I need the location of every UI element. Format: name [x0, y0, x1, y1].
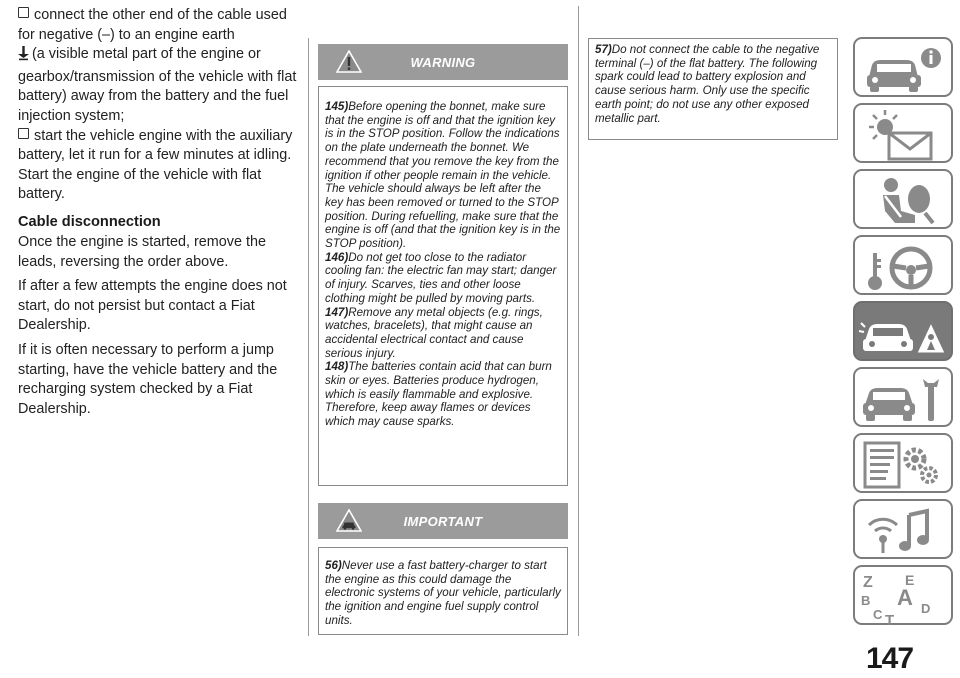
- bullet-text-cont: (a visible metal part of the engine or gearbox/transmission of the vehicle with flat battery) away from the battery and the fuel injection system;: [18, 46, 297, 124]
- main-text-column: [18, 6, 300, 419]
- tab-knowing-your-car[interactable]: [853, 37, 953, 97]
- svg-text:B: B: [861, 593, 871, 608]
- note-text: The batteries contain acid that can burn skin or eyes. Batteries produce hydrogen, which is easily flammable and explosive. Therefore, keep away flames or devices which may cause sparks.: [325, 360, 552, 429]
- note-text: Before opening the bonnet, make sure that the engine is off and that the ignition key is in the STOP position. Follow the indications on the plate underneath the bonnet. We recommend that you remove the key from the ignition if other people remain in the vehicle. The vehicle should always be left after the key has been removed or turned to the STOP position. During refuelling, make sure that the engine is off (and that the ignition key is in the STOP position).: [325, 100, 561, 251]
- svg-text:C: C: [873, 607, 883, 622]
- tab-index[interactable]: [853, 565, 953, 625]
- note-text: Remove any metal objects (e.g. rings, watches, bracelets), that might cause an accidental electrical contact and cause serious injury.: [325, 305, 543, 360]
- warning-note: [325, 306, 561, 361]
- bullet-text: connect the other end of the cable used for negative (–) to an engine earth: [18, 7, 287, 43]
- tab-in-an-emergency[interactable]: [853, 301, 953, 361]
- warning-light-message-icon: [855, 105, 955, 165]
- page-number: 147: [866, 642, 914, 675]
- warning-note: [325, 100, 561, 251]
- checkbox-bullet-icon: [18, 128, 29, 139]
- music-antenna-icon: [855, 501, 955, 561]
- svg-text:Z: Z: [863, 574, 873, 591]
- note-number: 145): [325, 100, 349, 113]
- list-gears-icon: [855, 435, 955, 495]
- note-number: 148): [325, 360, 349, 374]
- important-note: [325, 559, 561, 628]
- warning-note: [325, 251, 561, 306]
- earth-ground-icon: [18, 46, 29, 68]
- warning-banner: [318, 44, 568, 80]
- warning-note: [325, 360, 561, 429]
- important-panel: [318, 547, 568, 635]
- warning-title: WARNING: [410, 55, 476, 70]
- important-title: IMPORTANT: [403, 514, 483, 529]
- car-breakdown-icon: [855, 303, 955, 363]
- important-panel-continued: [588, 38, 838, 140]
- alphabet-index-icon: [855, 567, 955, 627]
- column-divider: [578, 6, 579, 636]
- tab-servicing-care[interactable]: [853, 367, 953, 427]
- paragraph: Once the engine is started, remove the leads, reversing the order above.: [18, 233, 266, 270]
- car-wrench-icon: [855, 369, 955, 429]
- note-number: 56): [325, 559, 342, 572]
- tab-technical-data[interactable]: [853, 433, 953, 493]
- airbag-passenger-icon: [855, 171, 955, 231]
- bullet-item: [18, 6, 300, 127]
- note-text: Do not get too close to the radiator cooling fan: the electric fan may start; danger of injury. Scarves, ties and other loose clothing might be pulled by moving parts.: [325, 250, 557, 305]
- checkbox-bullet-icon: [18, 7, 29, 18]
- paragraph: If it is often necessary to perform a jump starting, have the vehicle battery and the recharging system checked by a Fiat Dealership.: [18, 341, 278, 417]
- note-number: 146): [325, 250, 349, 264]
- warning-panel: [318, 86, 568, 486]
- paragraph: If after a few attempts the engine does not start, do not persist but contact a Fiat Dealership.: [18, 278, 287, 334]
- tab-starting-driving[interactable]: [853, 235, 953, 295]
- note-text: Do not connect the cable to the negative terminal (–) of the flat battery. The following spark could lead to battery explosion and cause serious harm. Only use the specific earth point; do not use any other exposed metallic part.: [595, 43, 820, 125]
- section-heading: Cable disconnection: [18, 213, 161, 230]
- svg-text:D: D: [921, 601, 931, 616]
- tab-multimedia[interactable]: [853, 499, 953, 559]
- note-text: Never use a fast battery-charger to start the engine as this could damage the electronic systems of your vehicle, particularly the ignition and engine fuel supply control units.: [325, 559, 561, 627]
- steering-wheel-key-icon: [855, 237, 955, 297]
- svg-text:T: T: [885, 612, 895, 627]
- car-info-icon: [855, 39, 955, 99]
- note-number: 147): [325, 305, 349, 319]
- bullet-item: [18, 127, 300, 205]
- bullet-text: start the vehicle engine with the auxiliary battery, let it run for a few minutes at idling. Start the engine of the vehicle with flat battery.: [18, 127, 293, 203]
- important-note: [595, 43, 831, 125]
- tab-dashboard-lights[interactable]: [853, 103, 953, 163]
- svg-text:A: A: [897, 585, 913, 610]
- note-number: 57): [595, 43, 612, 56]
- tab-safety[interactable]: [853, 169, 953, 229]
- svg-text:E: E: [905, 572, 915, 588]
- column-divider: [308, 38, 309, 636]
- important-banner: [318, 503, 568, 539]
